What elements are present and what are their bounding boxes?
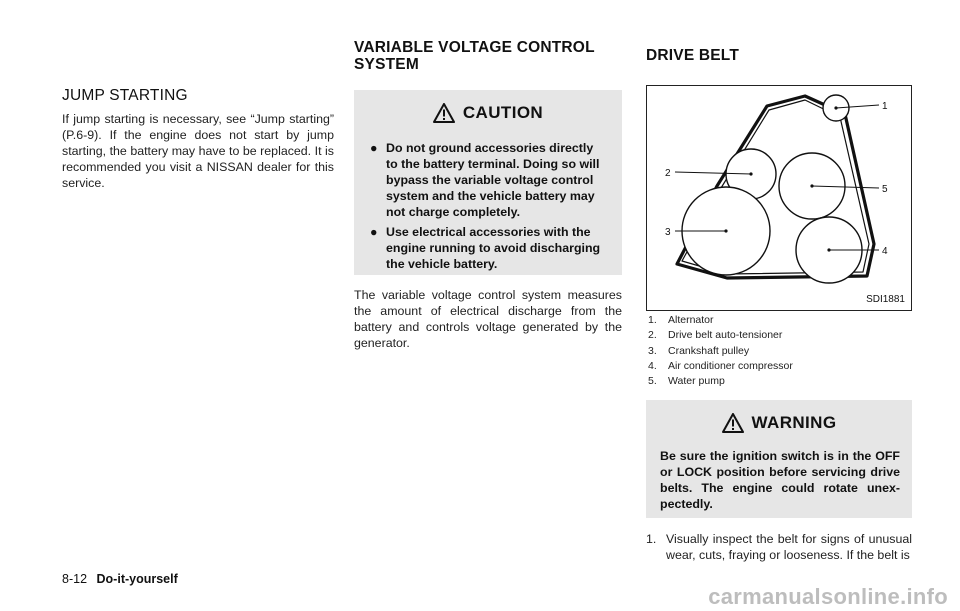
legend-label: Crankshaft pulley (668, 344, 750, 357)
step-1 (646, 531, 912, 563)
warning-title: WARNING (751, 413, 837, 432)
variable-voltage-body: The variable voltage control system measures the amount of electrical discharge from the battery and controls voltage generated by the generator. (354, 288, 622, 350)
legend-number: 1. (648, 314, 657, 326)
bullet-dot: ● (370, 141, 378, 155)
legend-label: Air conditioner compressor (668, 359, 793, 372)
legend-label: Alternator (668, 314, 714, 326)
watermark: carmanualsonline.info (708, 584, 948, 609)
caution-item (370, 140, 608, 220)
caution-item-text: Use electrical accessories with the engine running to avoid discharging the vehicle battery. (386, 225, 601, 271)
page-number: 8-12 (62, 572, 88, 586)
callout-5: 5 (882, 184, 888, 195)
legend-number: 5. (648, 375, 657, 388)
legend-item (648, 374, 912, 389)
caution-box (354, 90, 622, 275)
step-text: Visually inspect the belt for signs of unusual wear, cuts, fraying or looseness. If the belt is (666, 532, 912, 562)
legend-item (648, 359, 912, 374)
warning-text: Be sure the ignition switch is in the OFF or LOCK position before servicing drive belts. The engine could rotate unex-pectedly. (660, 449, 900, 511)
legend-item (648, 313, 912, 328)
heading-line-1: VARIABLE VOLTAGE CONTROL (354, 39, 595, 56)
callout-4: 4 (882, 246, 888, 257)
caution-list (354, 136, 622, 272)
heading-line-2: SYSTEM (354, 56, 419, 73)
variable-voltage-heading (354, 39, 595, 73)
chapter-name: Do-it-yourself (96, 572, 178, 586)
page-footer (62, 572, 178, 586)
caution-header (354, 90, 622, 136)
legend-number: 2. (648, 329, 657, 342)
callout-2: 2 (665, 168, 671, 179)
legend-label: Drive belt auto-tensioner (668, 329, 783, 342)
drive-belt-diagram (646, 85, 912, 311)
jump-starting-title: JUMP STARTING (62, 87, 188, 104)
legend-item (648, 328, 912, 343)
caution-item (370, 224, 608, 272)
drive-belt-svg (647, 86, 911, 310)
caution-title: CAUTION (462, 103, 544, 122)
warning-triangle-icon (433, 103, 455, 123)
bullet-dot: ● (370, 225, 378, 239)
figure-code: SDI1881 (866, 294, 905, 305)
legend-number: 4. (648, 359, 657, 372)
legend-label: Water pump (668, 375, 725, 388)
warning-header (646, 400, 912, 446)
legend-item (648, 344, 912, 359)
callout-1: 1 (882, 101, 888, 112)
warning-triangle-icon (722, 413, 744, 433)
warning-box (646, 400, 912, 518)
diagram-legend (648, 313, 912, 389)
jump-starting-body: If jump starting is necessary, see “Jump starting” (P.6-9). If the engine does not start by jump starting, the battery may have to be replaced. It is recommended you visit a NISSAN dealer for this service. (62, 112, 334, 190)
drive-belt-heading: DRIVE BELT (646, 47, 739, 64)
legend-number: 3. (648, 344, 657, 357)
step-number: 1. (646, 532, 657, 546)
caution-item-text: Do not ground accessories directly to the battery terminal. Doing so will bypass the variable voltage control system and the vehicle battery may not charge completely. (386, 141, 600, 219)
callout-3: 3 (665, 227, 671, 238)
